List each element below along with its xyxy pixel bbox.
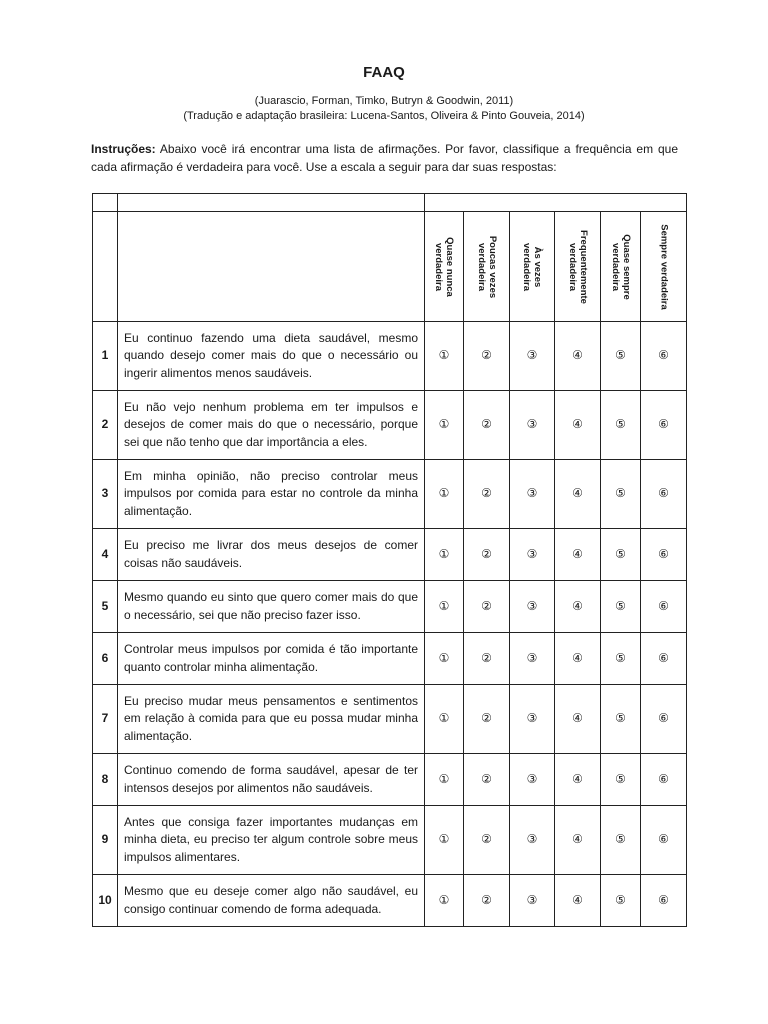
citation: (Juarascio, Forman, Timko, Butryn & Goodwin, 2011) [254, 95, 514, 107]
rating-option-5[interactable]: ⑤ [601, 529, 641, 581]
rating-option-5[interactable]: ⑤ [601, 391, 641, 460]
rating-option-1[interactable]: ① [425, 875, 464, 927]
translation-credit: (Tradução e adaptação brasileira: Lucena-Santos, Oliveira & Pinto Gouveia, 2014) [183, 110, 585, 122]
scale-header-4: Frequentemente verdadeira [555, 212, 601, 322]
rating-option-6[interactable]: ⑥ [641, 322, 687, 391]
item-statement: Eu continuo fazendo uma dieta saudável, mesmo quando desejo comer mais do que o necessário ou ingerir alimentos menos saudáveis. [118, 322, 425, 391]
rating-option-1[interactable]: ① [425, 685, 464, 754]
rating-option-3[interactable]: ③ [510, 391, 555, 460]
rating-option-3[interactable]: ③ [510, 633, 555, 685]
item-statement: Eu não vejo nenhum problema em ter impulsos e desejos de comer mais do que o necessário, porque sei que não tenho que dar importância a eles. [118, 391, 425, 460]
rating-option-2[interactable]: ② [464, 529, 510, 581]
rating-option-1[interactable]: ① [425, 754, 464, 806]
rating-option-4[interactable]: ④ [555, 529, 601, 581]
table-row [93, 875, 687, 927]
scale-header-3: Às vezes verdadeira [510, 212, 555, 322]
rating-option-2[interactable]: ② [464, 875, 510, 927]
rating-option-3[interactable]: ③ [510, 460, 555, 529]
item-number: 5 [93, 581, 118, 633]
rating-option-4[interactable]: ④ [555, 754, 601, 806]
rating-option-2[interactable]: ② [464, 685, 510, 754]
instructions-label: Instruções: [91, 142, 156, 156]
rating-option-6[interactable]: ⑥ [641, 391, 687, 460]
rating-option-2[interactable]: ② [464, 633, 510, 685]
rating-option-6[interactable]: ⑥ [641, 754, 687, 806]
rating-option-3[interactable]: ③ [510, 322, 555, 391]
table-row [93, 685, 687, 754]
scale-header-6: Sempre verdadeira [641, 212, 687, 322]
item-number: 1 [93, 322, 118, 391]
rating-option-5[interactable]: ⑤ [601, 633, 641, 685]
rating-option-4[interactable]: ④ [555, 391, 601, 460]
table-row [93, 529, 687, 581]
rating-option-5[interactable]: ⑤ [601, 322, 641, 391]
rating-option-3[interactable]: ③ [510, 754, 555, 806]
rating-option-2[interactable]: ② [464, 460, 510, 529]
rating-option-3[interactable]: ③ [510, 875, 555, 927]
rating-option-2[interactable]: ② [464, 754, 510, 806]
rating-option-3[interactable]: ③ [510, 685, 555, 754]
rating-option-1[interactable]: ① [425, 460, 464, 529]
rating-option-6[interactable]: ⑥ [641, 581, 687, 633]
item-statement: Eu preciso me livrar dos meus desejos de comer coisas não saudáveis. [118, 529, 425, 581]
rating-option-4[interactable]: ④ [555, 460, 601, 529]
item-number: 4 [93, 529, 118, 581]
rating-option-2[interactable]: ② [464, 322, 510, 391]
rating-option-3[interactable]: ③ [510, 806, 555, 875]
rating-option-3[interactable]: ③ [510, 529, 555, 581]
rating-option-1[interactable]: ① [425, 633, 464, 685]
rating-option-1[interactable]: ① [425, 529, 464, 581]
rating-option-6[interactable]: ⑥ [641, 529, 687, 581]
scale-header-2: Poucas vezes verdadeira [464, 212, 510, 322]
table-row [93, 581, 687, 633]
table-row [93, 322, 687, 391]
rating-option-1[interactable]: ① [425, 391, 464, 460]
rating-option-5[interactable]: ⑤ [601, 754, 641, 806]
rating-option-4[interactable]: ④ [555, 806, 601, 875]
item-number: 8 [93, 754, 118, 806]
scale-header-row [93, 212, 687, 322]
rating-option-2[interactable]: ② [464, 581, 510, 633]
table-row [93, 391, 687, 460]
rating-option-4[interactable]: ④ [555, 322, 601, 391]
item-statement: Mesmo que eu deseje comer algo não saudável, eu consigo continuar comendo de forma adequada. [118, 875, 425, 927]
questionnaire-table [92, 193, 687, 927]
rating-option-6[interactable]: ⑥ [641, 806, 687, 875]
table-row [93, 754, 687, 806]
rating-option-1[interactable]: ① [425, 806, 464, 875]
rating-option-6[interactable]: ⑥ [641, 685, 687, 754]
page-title: FAAQ [363, 64, 405, 81]
instructions-text: Abaixo você irá encontrar uma lista de afirmações. Por favor, classifique a frequência em que cada afirmação é verdadeira para você. Use a escala a seguir para dar suas respostas: [91, 142, 678, 174]
item-number: 2 [93, 391, 118, 460]
item-statement: Continuo comendo de forma saudável, apesar de ter intensos desejos por alimentos não saudáveis. [118, 754, 425, 806]
item-number: 10 [93, 875, 118, 927]
scale-header-5: Quase sempre verdadeira [601, 212, 641, 322]
instructions [91, 140, 678, 176]
rating-option-6[interactable]: ⑥ [641, 460, 687, 529]
rating-option-5[interactable]: ⑤ [601, 581, 641, 633]
rating-option-2[interactable]: ② [464, 391, 510, 460]
item-statement: Controlar meus impulsos por comida é tão importante quanto controlar minha alimentação. [118, 633, 425, 685]
rating-option-2[interactable]: ② [464, 806, 510, 875]
table-row [93, 633, 687, 685]
scale-header-1: Quase nunca verdadeira [425, 212, 464, 322]
rating-option-6[interactable]: ⑥ [641, 875, 687, 927]
rating-option-5[interactable]: ⑤ [601, 685, 641, 754]
rating-option-1[interactable]: ① [425, 322, 464, 391]
blank-header-row [93, 194, 687, 212]
item-statement: Antes que consiga fazer importantes mudanças em minha dieta, eu preciso ter algum controle sobre meus impulsos alimentares. [118, 806, 425, 875]
rating-option-5[interactable]: ⑤ [601, 806, 641, 875]
table-row [93, 806, 687, 875]
item-number: 9 [93, 806, 118, 875]
rating-option-4[interactable]: ④ [555, 581, 601, 633]
table-row [93, 460, 687, 529]
rating-option-4[interactable]: ④ [555, 633, 601, 685]
item-number: 6 [93, 633, 118, 685]
rating-option-5[interactable]: ⑤ [601, 460, 641, 529]
rating-option-5[interactable]: ⑤ [601, 875, 641, 927]
rating-option-4[interactable]: ④ [555, 685, 601, 754]
item-statement: Mesmo quando eu sinto que quero comer mais do que o necessário, sei que não preciso fazer isso. [118, 581, 425, 633]
item-number: 7 [93, 685, 118, 754]
item-number: 3 [93, 460, 118, 529]
rating-option-3[interactable]: ③ [510, 581, 555, 633]
rating-option-6[interactable]: ⑥ [641, 633, 687, 685]
item-statement: Em minha opinião, não preciso controlar meus impulsos por comida para estar no controle da minha alimentação. [118, 460, 425, 529]
rating-option-1[interactable]: ① [425, 581, 464, 633]
rating-option-4[interactable]: ④ [555, 875, 601, 927]
item-statement: Eu preciso mudar meus pensamentos e sentimentos em relação à comida para que eu possa mudar minha alimentação. [118, 685, 425, 754]
